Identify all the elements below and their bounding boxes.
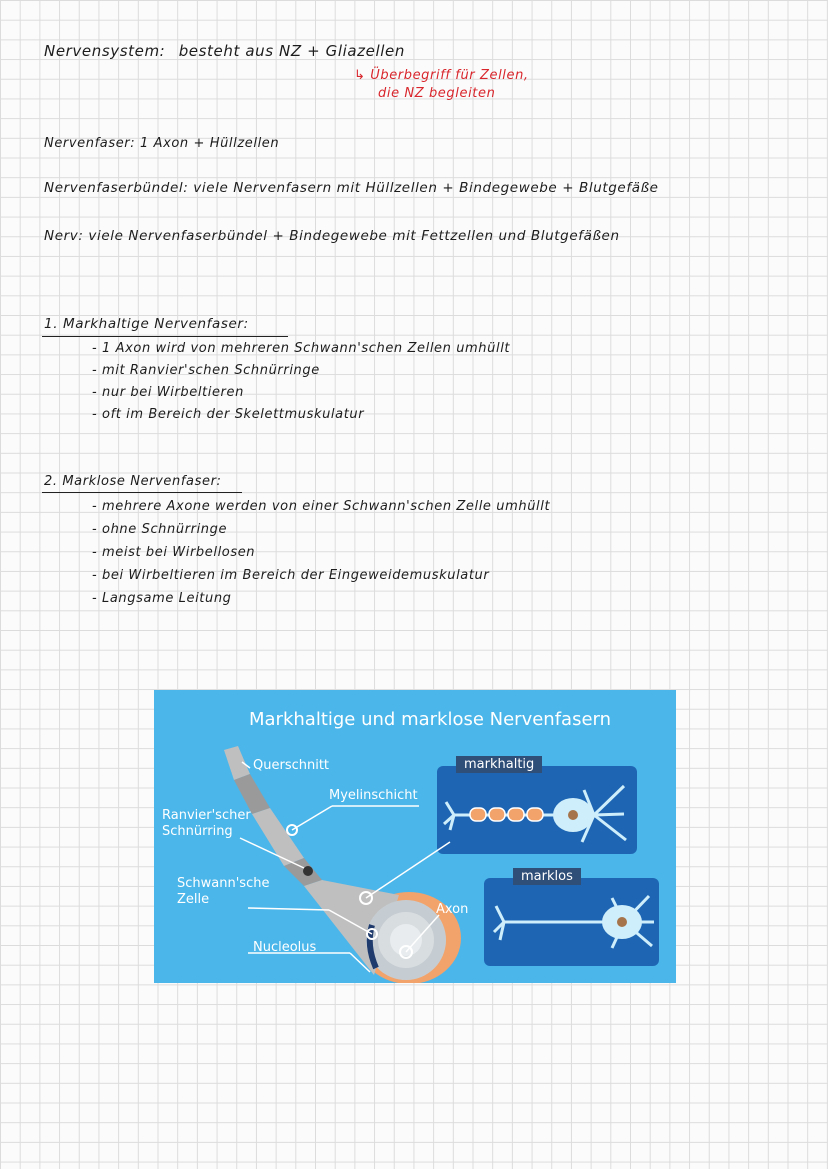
section2-underline [42, 492, 242, 493]
figure-title: Markhaltige und marklose Nervenfasern [249, 709, 612, 730]
section1-item: - nur bei Wirbeltieren [92, 385, 244, 400]
label-nucleolus: Nucleolus [253, 940, 317, 955]
nucleus-markhaltig [568, 810, 578, 820]
nerve-fiber-figure [154, 690, 676, 983]
label-myelinschicht: Myelinschicht [329, 788, 418, 803]
term-nervensystem: Nervensystem: [44, 42, 166, 60]
label-ranvier-1: Ranvier'scher [162, 808, 251, 823]
section2-heading: 2. Marklose Nervenfaser: [44, 474, 222, 489]
section2-item: - meist bei Wirbellosen [92, 545, 256, 560]
note-nervenfaserbuendel: Nervenfaserbündel: viele Nervenfasern mit Hüllzellen + Bindegewebe + Blutgefäße [44, 180, 659, 196]
def-nervensystem: besteht aus NZ + Gliazellen [178, 42, 405, 60]
tag-markhaltig: markhaltig [456, 756, 542, 773]
label-schwann-2: Zelle [177, 892, 210, 907]
nucleus-marklos [617, 917, 627, 927]
section2-item: - bei Wirbeltieren im Bereich der Eingeweidemuskulatur [92, 568, 490, 583]
label-schwann-1: Schwann'sche [177, 876, 270, 891]
label-ranvier-2: Schnürring [162, 824, 233, 839]
red-note-line2: die NZ begleiten [378, 86, 496, 101]
section1-item: - 1 Axon wird von mehreren Schwann'schen Zellen umhüllt [92, 341, 511, 356]
note-nervensystem [44, 42, 405, 60]
note-nervenfaser: Nervenfaser: 1 Axon + Hüllzellen [44, 136, 280, 151]
note-nerv: Nerv: viele Nervenfaserbündel + Bindegewebe mit Fettzellen und Blutgefäßen [44, 228, 620, 244]
section2-item: - ohne Schnürringe [92, 522, 228, 537]
section2-item: - Langsame Leitung [92, 591, 232, 606]
section1-heading: 1. Markhaltige Nervenfaser: [44, 316, 249, 332]
label-querschnitt: Querschnitt [253, 758, 330, 773]
label-axon: Axon [436, 902, 469, 917]
section1-item: - mit Ranvier'schen Schnürringe [92, 363, 320, 378]
section2-item: - mehrere Axone werden von einer Schwann'schen Zelle umhüllt [92, 499, 551, 514]
section1-underline [42, 336, 288, 337]
section1-item: - oft im Bereich der Skelettmuskulatur [92, 407, 365, 422]
red-note-line1: ↳ Überbegriff für Zellen, [354, 68, 529, 83]
tag-marklos: marklos [513, 868, 581, 885]
